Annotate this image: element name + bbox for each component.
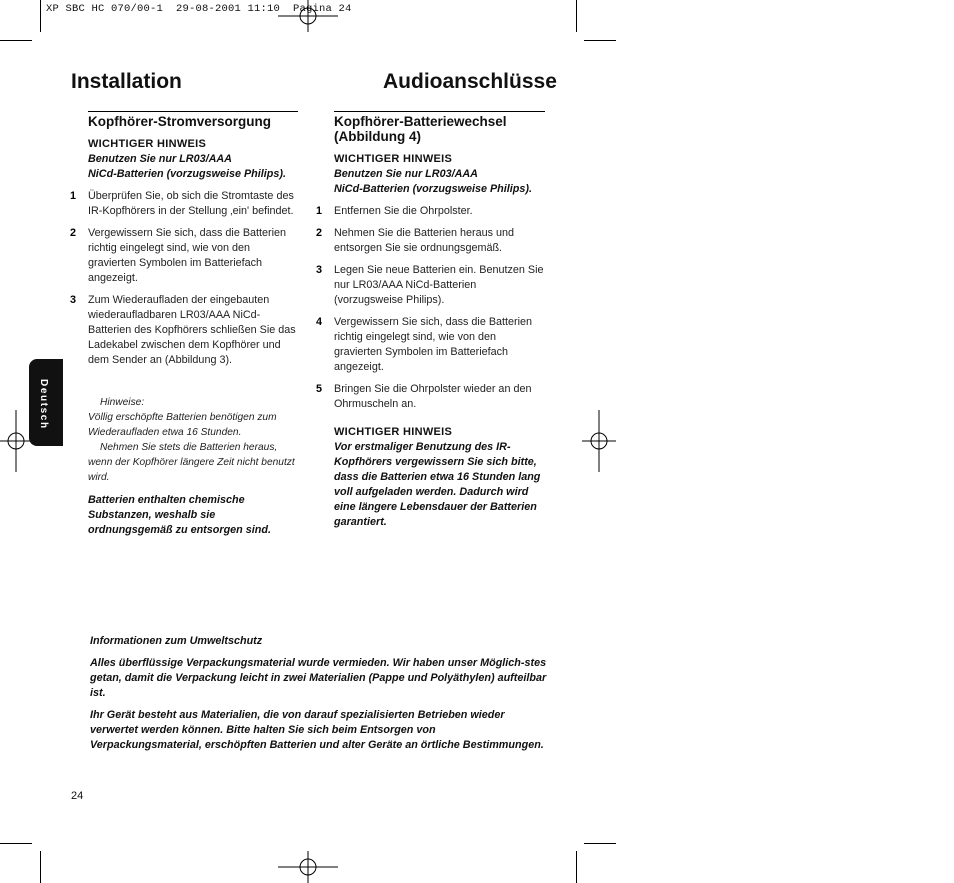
step-number: 3 bbox=[316, 264, 323, 276]
page-number: 24 bbox=[71, 790, 84, 802]
environment-paragraph: Alles überflüssige Verpackungsmaterial wurde vermieden. Wir haben unser Möglich-stes getan, damit die Verpackung leicht in zwei Materialien (Pappe und Polyäthylen) aufteilbar ist. bbox=[90, 657, 547, 699]
language-tab-label: Deutsch bbox=[38, 379, 49, 430]
environment-heading: Informationen zum Umweltschutz bbox=[90, 635, 263, 647]
notice-line: NiCd-Batterien (vorzugsweise Philips). bbox=[88, 168, 286, 180]
section-heading-line: (Abbildung 4) bbox=[334, 129, 421, 144]
step-text: Nehmen Sie die Batterien heraus und entsorgen Sie sie ordnungsgemäß. bbox=[334, 227, 515, 254]
notice-line: Benutzen Sie nur LR03/AAA bbox=[88, 153, 232, 165]
list-item bbox=[70, 189, 300, 219]
step-text: Vergewissern Sie sich, dass die Batterien richtig eingelegt sind, wie von den gravierten Symbolen im Batteriefach angezeigt. bbox=[334, 316, 533, 373]
step-text: Entfernen Sie die Ohrpolster. bbox=[334, 205, 473, 217]
step-text: Vergewissern Sie sich, dass die Batterien richtig eingelegt sind, wie von den gravierten Symbolen im Batteriefach angezeigt. bbox=[88, 227, 287, 284]
right-column bbox=[316, 114, 546, 530]
notice-caps: WICHTIGER HINWEIS bbox=[334, 426, 453, 438]
hint-text: Nehmen Sie stets die Batterien heraus, wenn der Kopfhörer längere Zeit nicht benutzt wird. bbox=[88, 442, 295, 483]
registration-mark-bottom bbox=[278, 851, 338, 883]
step-list bbox=[316, 204, 546, 412]
section-rule-right bbox=[334, 111, 545, 112]
section-rule-left bbox=[88, 111, 298, 112]
list-item bbox=[70, 293, 300, 368]
step-text: Legen Sie neue Batterien ein. Benutzen Sie nur LR03/AAA NiCd-Batterien (vorzugsweise Philips). bbox=[334, 264, 544, 306]
section-heading: Kopfhörer-Stromversorgung bbox=[88, 114, 272, 129]
notice-line: NiCd-Batterien (vorzugsweise Philips). bbox=[334, 183, 532, 195]
step-text: Überprüfen Sie, ob sich die Stromtaste des IR-Kopfhörers in der Stellung ‚ein' befindet. bbox=[88, 190, 294, 217]
step-number: 1 bbox=[70, 190, 77, 202]
list-item bbox=[316, 315, 546, 375]
registration-mark-left bbox=[0, 410, 32, 472]
step-number: 3 bbox=[70, 294, 77, 306]
environment-paragraph: Ihr Gerät besteht aus Materialien, die von darauf spezialisierten Betrieben wieder verwertet werden können. Bitte halten Sie sich beim Entsorgen von Verpackungsmaterial, erschöpften Batterien und alter Geräte an örtliche Bestimmungen. bbox=[90, 709, 544, 751]
list-item bbox=[316, 382, 546, 412]
list-item bbox=[316, 263, 546, 308]
page-title-left: Installation bbox=[71, 70, 182, 93]
step-number: 4 bbox=[316, 316, 323, 328]
step-text: Zum Wiederaufladen der eingebauten wiederaufladbaren LR03/AAA NiCd-Batterien des Kopfhörers schließen Sie das Ladekabel zwischen dem Kopfhörer und dem Sender an (Abbildung 3). bbox=[88, 294, 296, 366]
step-number: 2 bbox=[316, 227, 323, 239]
print-header: XP SBC HC 070/00-1 29-08-2001 11:10 Pagina 24 bbox=[46, 3, 352, 15]
step-list bbox=[70, 189, 300, 368]
list-item bbox=[70, 226, 300, 286]
registration-mark-right bbox=[582, 410, 616, 472]
step-number: 2 bbox=[70, 227, 77, 239]
hint-text: Völlig erschöpfte Batterien benötigen zum Wiederaufladen etwa 16 Stunden. bbox=[88, 412, 277, 438]
section-heading-line: Kopfhörer-Batteriewechsel bbox=[334, 114, 507, 129]
warning-text: Batterien enthalten chemische Substanzen, weshalb sie ordnungsgemäß zu entsorgen sind. bbox=[88, 494, 271, 536]
left-column bbox=[70, 114, 300, 538]
list-item bbox=[316, 226, 546, 256]
registration-mark-top bbox=[278, 0, 338, 34]
notice-text: Vor erstmaliger Benutzung des IR-Kopfhörers vergewissern Sie sich bitte, dass die Batterien etwa 16 Stunden lang voll aufgeladen werden. Dadurch wird eine längere Lebensdauer der Batterien garantiert. bbox=[334, 441, 541, 528]
notice-line: Benutzen Sie nur LR03/AAA bbox=[334, 168, 478, 180]
step-number: 1 bbox=[316, 205, 323, 217]
notice-caps: WICHTIGER HINWEIS bbox=[334, 153, 453, 165]
section-heading bbox=[334, 114, 546, 144]
language-tab bbox=[29, 359, 63, 446]
step-text: Bringen Sie die Ohrpolster wieder an den Ohrmuscheln an. bbox=[334, 383, 532, 410]
notice-caps: WICHTIGER HINWEIS bbox=[88, 138, 207, 150]
list-item bbox=[316, 204, 546, 219]
step-number: 5 bbox=[316, 383, 323, 395]
page-title-right: Audioanschlüsse bbox=[383, 70, 557, 93]
hints-label: Hinweise: bbox=[100, 397, 145, 408]
